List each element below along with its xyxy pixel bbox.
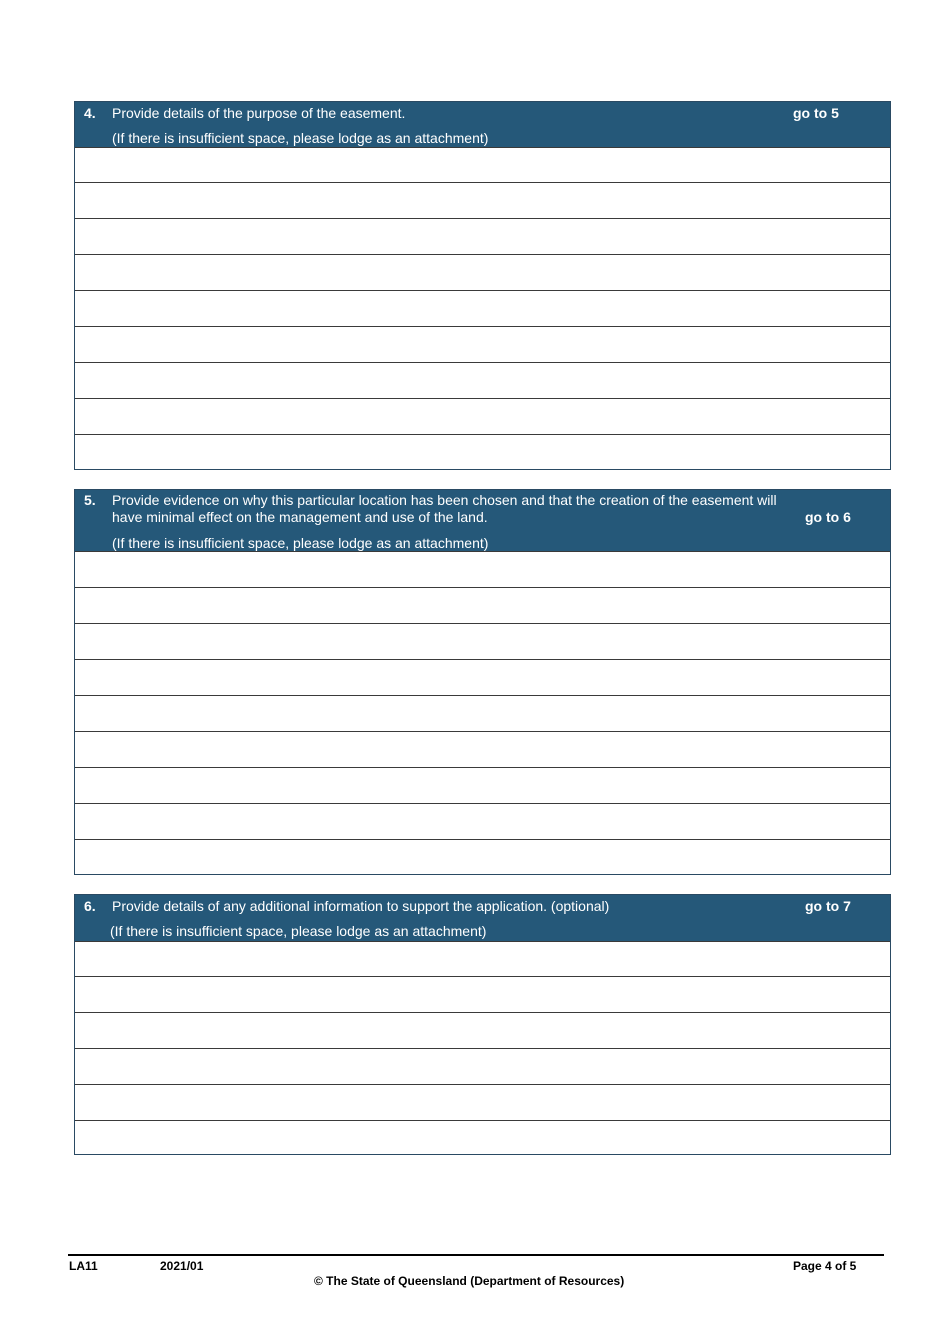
answer-line[interactable] (75, 147, 890, 182)
section-4-header (75, 102, 890, 147)
section-5-question-line2: have minimal effect on the management and use of the land. (112, 509, 488, 525)
section-5-header (75, 490, 890, 551)
answer-line[interactable] (75, 803, 890, 839)
answer-line[interactable] (75, 326, 890, 362)
answer-line[interactable] (75, 1120, 890, 1154)
answer-line[interactable] (75, 623, 890, 659)
answer-line[interactable] (75, 695, 890, 731)
answer-line[interactable] (75, 218, 890, 254)
answer-line[interactable] (75, 551, 890, 587)
answer-line[interactable] (75, 182, 890, 218)
footer-page-number: Page 4 of 5 (793, 1259, 857, 1273)
answer-line[interactable] (75, 398, 890, 434)
answer-line[interactable] (75, 1048, 890, 1084)
footer-form-code: LA11 (69, 1259, 98, 1273)
section-6-note: (If there is insufficient space, please lodge as an attachment) (110, 923, 487, 939)
section-4-question: Provide details of the purpose of the easement. (112, 105, 406, 121)
section-6-number: 6. (84, 898, 96, 914)
answer-line[interactable] (75, 976, 890, 1012)
section-4-note: (If there is insufficient space, please lodge as an attachment) (112, 130, 489, 146)
answer-line[interactable] (75, 941, 890, 976)
answer-line[interactable] (75, 659, 890, 695)
answer-line[interactable] (75, 767, 890, 803)
answer-line[interactable] (75, 1012, 890, 1048)
section-4-goto: go to 5 (793, 105, 839, 121)
section-4-answer-rows (75, 147, 890, 469)
answer-line[interactable] (75, 434, 890, 469)
section-5-note: (If there is insufficient space, please lodge as an attachment) (112, 535, 489, 551)
footer-copyright: © The State of Queensland (Department of Resources) (314, 1274, 625, 1288)
answer-line[interactable] (75, 1084, 890, 1120)
section-6-header (75, 895, 890, 941)
section-6-goto: go to 7 (805, 898, 851, 914)
footer-version: 2021/01 (160, 1259, 204, 1273)
footer-divider (68, 1254, 884, 1256)
answer-line[interactable] (75, 290, 890, 326)
section-5-goto: go to 6 (805, 509, 851, 525)
section-5-answer-rows (75, 551, 890, 874)
section-6-answer-rows (75, 941, 890, 1154)
answer-line[interactable] (75, 362, 890, 398)
section-4-number: 4. (84, 105, 96, 121)
section-5 (74, 489, 891, 875)
answer-line[interactable] (75, 731, 890, 767)
answer-line[interactable] (75, 254, 890, 290)
answer-line[interactable] (75, 587, 890, 623)
section-4 (74, 101, 891, 470)
answer-line[interactable] (75, 839, 890, 874)
section-6 (74, 894, 891, 1155)
section-6-question: Provide details of any additional information to support the application. (optional) (112, 898, 610, 914)
section-5-question-line1: Provide evidence on why this particular location has been chosen and that the creation of the easement will (112, 492, 777, 508)
section-5-number: 5. (84, 492, 96, 508)
